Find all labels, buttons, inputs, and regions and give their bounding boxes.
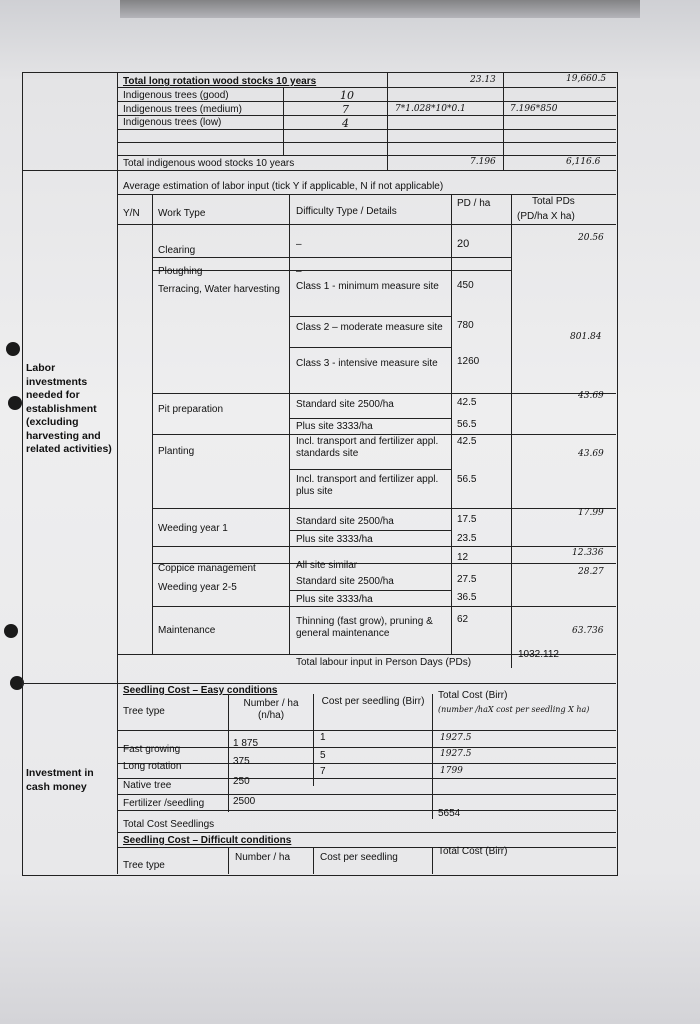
easy-number-long: 375 [233,756,250,767]
labor-pd-weeding1-standard: 17.5 [457,514,477,525]
labor-total-terracing: 801.84 [570,332,602,342]
easy-type-native: Native tree [123,780,172,791]
labor-total-planting: 43.69 [578,449,604,459]
header-total-pds: Total PDs [532,196,575,207]
labor-pd-coppice: 12 [457,552,469,563]
easy-total-row0: 1927.5 [440,733,472,743]
labor-detail-weeding1-standard: Standard site 2500/ha [296,516,394,527]
labor-pd-planting-plus: 56.5 [457,474,477,485]
labor-section-label: Labor investments needed for establishment (excluding harvesting and related activities) [26,362,112,455]
indigenous-good-value: 10 [340,89,354,102]
labor-pd-maintenance: 62 [457,614,469,625]
difficult-header-cost: Cost per seedling [320,852,398,863]
labor-pd-terracing-c1: 450 [457,280,474,291]
labor-detail-clearing: – [296,239,302,250]
punch-hole [4,624,18,638]
labor-total-weeding1: 17.99 [578,508,604,518]
labor-work-pit: Pit preparation [158,404,224,415]
labor-detail-weeding25-plus: Plus site 3333/ha [296,594,373,605]
total-long-rotation-label: Total long rotation wood stocks 10 years [123,76,317,87]
indigenous-medium-value: 7 [342,103,349,116]
easy-type-fast: Fast growing [123,744,181,755]
header-total-pds-sub: (PD/ha X ha) [517,211,575,222]
indigenous-medium-calc: 7*1.028*10*0.1 [395,104,466,114]
labor-detail-weeding1-plus: Plus site 3333/ha [296,534,373,545]
labor-work-weeding25: Weeding year 2-5 [158,582,237,593]
indigenous-low-label: Indigenous trees (low) [123,117,222,128]
labor-detail-pit-plus: Plus site 3333/ha [296,421,373,432]
total-long-rotation-value2: 19,660.5 [566,74,607,84]
labor-pd-terracing-c3: 1260 [457,356,480,367]
indigenous-medium-result: 7.196*850 [510,104,558,114]
total-indigenous-value2: 6,116.6 [566,157,601,167]
labor-total-maintenance: 63.736 [572,626,604,636]
header-yn: Y/N [123,208,140,219]
scan-shadow [120,0,640,18]
labor-work-planting: Planting [158,446,195,457]
labor-total-clearing: 20.56 [578,233,604,243]
labor-work-ploughing: Ploughing [158,266,203,277]
labor-detail-terracing-c1: Class 1 - minimum measure site [296,281,439,292]
punch-hole [8,396,22,410]
labor-pd-weeding25-plus: 36.5 [457,592,477,603]
easy-total-fast: 1927.5 [440,749,472,759]
easy-number-native: 250 [233,776,250,787]
labor-work-terracing: Terracing, Water harvesting [158,284,280,295]
labor-total-weeding25: 28.27 [578,567,604,577]
indigenous-good-label: Indigenous trees (good) [123,90,229,101]
easy-number-fast: 1 875 [233,738,259,749]
labor-pd-weeding25-standard: 27.5 [457,574,477,585]
easy-header-total-sub: (number /haX cost per seedling X ha) [438,705,590,714]
labor-pd-weeding1-plus: 23.5 [457,533,477,544]
easy-header-tree-type: Tree type [123,706,165,717]
labor-pd-pit-standard: 42.5 [457,397,477,408]
indigenous-medium-label: Indigenous trees (medium) [123,104,242,115]
easy-header-cost: Cost per seedling (Birr) [321,696,425,707]
labor-work-clearing: Clearing [158,245,196,256]
indigenous-low-value: 4 [342,117,349,130]
easy-total-long: 1799 [440,766,463,776]
labor-pd-planting-standard: 42.5 [457,436,477,447]
labor-total-coppice: 12.336 [572,548,604,558]
header-work-type: Work Type [158,208,206,219]
labor-total-label: Total labour input in Person Days (PDs) [296,657,472,668]
labor-detail-planting-standard: Incl. transport and fertilizer appl. standards site [296,436,439,459]
easy-cost-fast: 5 [320,750,326,761]
easy-header-number: Number / ha (n/ha) [243,698,299,721]
labor-detail-ploughing: – [296,266,302,277]
labor-pd-pit-plus: 56.5 [457,419,477,430]
labor-work-weeding1: Weeding year 1 [158,523,228,534]
difficult-title: Seedling Cost – Difficult conditions [123,835,292,846]
labor-detail-maintenance: Thinning (fast grow), pruning & general maintenance [296,616,433,639]
easy-title: Seedling Cost – Easy conditions [123,685,278,696]
labor-detail-planting-plus: Incl. transport and fertilizer appl. plus site [296,474,439,497]
labor-total-pit: 43.69 [578,391,604,401]
labor-pd-clearing: 20 [457,238,470,250]
easy-type-fertilizer: Fertilizer /seedling [123,798,205,809]
easy-header-total: Total Cost (Birr) [438,690,508,701]
labor-title: Average estimation of labor input (tick Y if applicable, N if not applicable) [123,181,444,192]
easy-total-value: 5654 [438,808,461,819]
easy-total-label: Total Cost Seedlings [123,819,215,830]
header-pd-ha: PD / ha [457,198,491,209]
labor-detail-weeding25-standard: Standard site 2500/ha [296,576,394,587]
easy-cost-long: 7 [320,766,326,777]
labor-total-value: 1032.112 [518,649,559,660]
labor-detail-terracing-c2: Class 2 – moderate measure site [296,322,443,333]
labor-detail-pit-standard: Standard site 2500/ha [296,399,394,410]
labor-pd-terracing-c2: 780 [457,320,474,331]
difficult-header-number: Number / ha [235,852,291,863]
labor-detail-terracing-c3: Class 3 - intensive measure site [296,358,438,369]
easy-cost-row0: 1 [320,732,326,743]
easy-type-long: Long rotation [123,761,182,772]
total-long-rotation-value1: 23.13 [470,75,496,85]
punch-hole [6,342,20,356]
total-indigenous-label: Total indigenous wood stocks 10 years [123,158,295,169]
difficult-header-tree-type: Tree type [123,860,165,871]
labor-work-coppice: Coppice management [158,563,256,574]
labor-work-maintenance: Maintenance [158,625,216,636]
difficult-header-total: Total Cost (Birr) [438,846,508,857]
header-difficulty: Difficulty Type / Details [296,206,397,217]
labor-detail-coppice: All site similar [296,560,358,571]
easy-number-fertilizer: 2500 [233,796,256,807]
cash-section-label: Investment in cash money [26,767,94,793]
total-indigenous-value1: 7.196 [470,157,496,167]
